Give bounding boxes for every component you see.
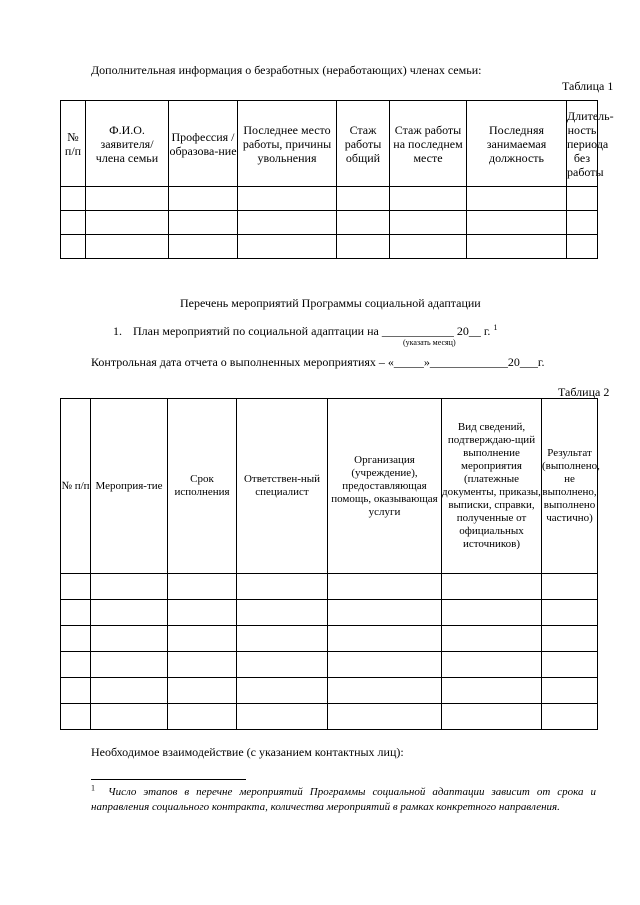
interaction-text: Необходимое взаимодействие (с указанием контактных лиц): xyxy=(91,745,404,759)
table2-row xyxy=(61,600,598,626)
table2-cell[interactable] xyxy=(328,600,442,626)
footnote-number: 1 xyxy=(91,783,95,793)
table2-cell[interactable] xyxy=(168,652,237,678)
table2-cell[interactable] xyxy=(328,574,442,600)
table1-cell[interactable] xyxy=(390,235,467,259)
plan-item-number: 1. xyxy=(113,324,122,338)
table1-cell[interactable] xyxy=(467,211,567,235)
table1-cell[interactable] xyxy=(238,235,337,259)
table2-cell[interactable] xyxy=(168,678,237,704)
footnote xyxy=(91,785,596,815)
table2-cell[interactable] xyxy=(91,652,168,678)
table1-label: Таблица 1 xyxy=(562,79,614,93)
table1-cell[interactable] xyxy=(86,235,169,259)
table1-cell[interactable] xyxy=(61,235,86,259)
table2-cell[interactable] xyxy=(61,626,91,652)
table-1 xyxy=(60,100,614,259)
plan-line xyxy=(113,324,497,338)
plan-month-hint: (указать месяц) xyxy=(403,338,456,347)
table2-header-deadline: Срок исполнения xyxy=(168,399,237,574)
table2-cell[interactable] xyxy=(237,652,328,678)
plan-text: План мероприятий по социальной адаптации на xyxy=(133,324,379,338)
table1-cell[interactable] xyxy=(169,187,238,211)
table2-row xyxy=(61,678,598,704)
table2-cell[interactable] xyxy=(542,652,598,678)
table2-cell[interactable] xyxy=(328,678,442,704)
table2-header-activity: Мероприя-тие xyxy=(91,399,168,574)
table2-cell[interactable] xyxy=(168,626,237,652)
table2-cell[interactable] xyxy=(91,626,168,652)
table1-cell[interactable] xyxy=(337,187,390,211)
table2-cell[interactable] xyxy=(61,678,91,704)
table1-cell[interactable] xyxy=(86,211,169,235)
table1-cell[interactable] xyxy=(169,235,238,259)
table1-header-profession: Профессия /образова-ние xyxy=(169,101,238,187)
table2-cell[interactable] xyxy=(542,574,598,600)
table2-row xyxy=(61,652,598,678)
footnote-ref[interactable]: 1 xyxy=(493,323,498,332)
table2-cell[interactable] xyxy=(442,626,542,652)
plan-month-blank[interactable]: ____________ xyxy=(381,324,454,338)
table2-cell[interactable] xyxy=(328,626,442,652)
table1-cell[interactable] xyxy=(337,235,390,259)
table1-row xyxy=(61,235,598,259)
table2-cell[interactable] xyxy=(442,600,542,626)
table1-cell[interactable] xyxy=(238,187,337,211)
table1-cell[interactable] xyxy=(390,187,467,211)
table2-cell[interactable] xyxy=(328,652,442,678)
footnote-separator xyxy=(91,779,246,780)
table2-cell[interactable] xyxy=(168,574,237,600)
table1-cell[interactable] xyxy=(567,211,598,235)
table2-cell[interactable] xyxy=(442,574,542,600)
footnote-text: Число этапов в перечне мероприятий Программы социальной адаптации зависит от срока и направления социального контракта, количества мероприятий в рамках конкретного направления. xyxy=(91,786,597,813)
table1-header-last-job: Последнее место работы, причины увольнения xyxy=(238,101,337,187)
table2-cell[interactable] xyxy=(542,600,598,626)
table2-cell[interactable] xyxy=(91,704,168,730)
table2-cell[interactable] xyxy=(237,600,328,626)
table2-cell[interactable] xyxy=(61,652,91,678)
section2-heading: Перечень мероприятий Программы социальной адаптации xyxy=(180,296,481,310)
report-date-line: Контрольная дата отчета о выполненных мероприятиях – «_____»_____________20___г. xyxy=(91,355,545,369)
table1-cell[interactable] xyxy=(567,235,598,259)
table1-header-last-position: Последняя занимаемая должность xyxy=(467,101,567,187)
table2-label: Таблица 2 xyxy=(558,385,610,399)
table2-cell[interactable] xyxy=(91,600,168,626)
table2-header-responsible: Ответствен-ный специалист xyxy=(237,399,328,574)
table2-header-organization: Организация (учреждение), предоставляющая помощь, оказывающая услуги xyxy=(328,399,442,574)
table2-row xyxy=(61,626,598,652)
table1-row xyxy=(61,211,598,235)
table1-cell[interactable] xyxy=(467,187,567,211)
table1-cell[interactable] xyxy=(467,235,567,259)
table2-cell[interactable] xyxy=(91,678,168,704)
table1-cell[interactable] xyxy=(390,211,467,235)
table2-header-evidence: Вид сведений, подтверждаю-щий выполнение мероприятия (платежные документы, приказы, выписки, справки, полученные от официальных источников) xyxy=(442,399,542,574)
table1-cell[interactable] xyxy=(567,187,598,211)
plan-year: 20__ г. xyxy=(456,324,491,338)
table2-row xyxy=(61,704,598,730)
table1-cell[interactable] xyxy=(238,211,337,235)
table2-cell[interactable] xyxy=(237,704,328,730)
table2-cell[interactable] xyxy=(237,626,328,652)
table2-cell[interactable] xyxy=(442,652,542,678)
table1-header-unemployment-duration: Длитель-ность периода без работы xyxy=(567,101,598,187)
table1-cell[interactable] xyxy=(169,211,238,235)
table2-row xyxy=(61,574,598,600)
table-2 xyxy=(60,398,598,730)
table2-cell[interactable] xyxy=(542,678,598,704)
table2-cell[interactable] xyxy=(61,704,91,730)
table1-header-total-experience: Стаж работы общий xyxy=(337,101,390,187)
table2-cell[interactable] xyxy=(237,678,328,704)
table1-header-last-place-experience: Стаж работы на последнем месте xyxy=(390,101,467,187)
table2-cell[interactable] xyxy=(442,678,542,704)
table2-cell[interactable] xyxy=(542,704,598,730)
table2-cell[interactable] xyxy=(328,704,442,730)
table2-cell[interactable] xyxy=(91,574,168,600)
table2-header-result: Результат (выполнено, не выполнено, выполнено частично) xyxy=(542,399,598,574)
table1-cell[interactable] xyxy=(86,187,169,211)
table1-cell[interactable] xyxy=(337,211,390,235)
table1-header-name: Ф.И.О. заявителя/ члена семьи xyxy=(86,101,169,187)
table2-cell[interactable] xyxy=(61,600,91,626)
table1-row xyxy=(61,187,598,211)
table2-cell[interactable] xyxy=(168,600,237,626)
table2-cell[interactable] xyxy=(542,626,598,652)
table2-cell[interactable] xyxy=(442,704,542,730)
table2-cell[interactable] xyxy=(61,574,91,600)
table2-cell[interactable] xyxy=(168,704,237,730)
table2-cell[interactable] xyxy=(237,574,328,600)
table2-header-num: № п/п xyxy=(61,399,91,574)
section1-heading: Дополнительная информация о безработных (неработающих) членах семьи: xyxy=(91,63,482,77)
table1-cell[interactable] xyxy=(61,211,86,235)
table1-header-num: № п/п xyxy=(61,101,86,187)
table1-cell[interactable] xyxy=(61,187,86,211)
